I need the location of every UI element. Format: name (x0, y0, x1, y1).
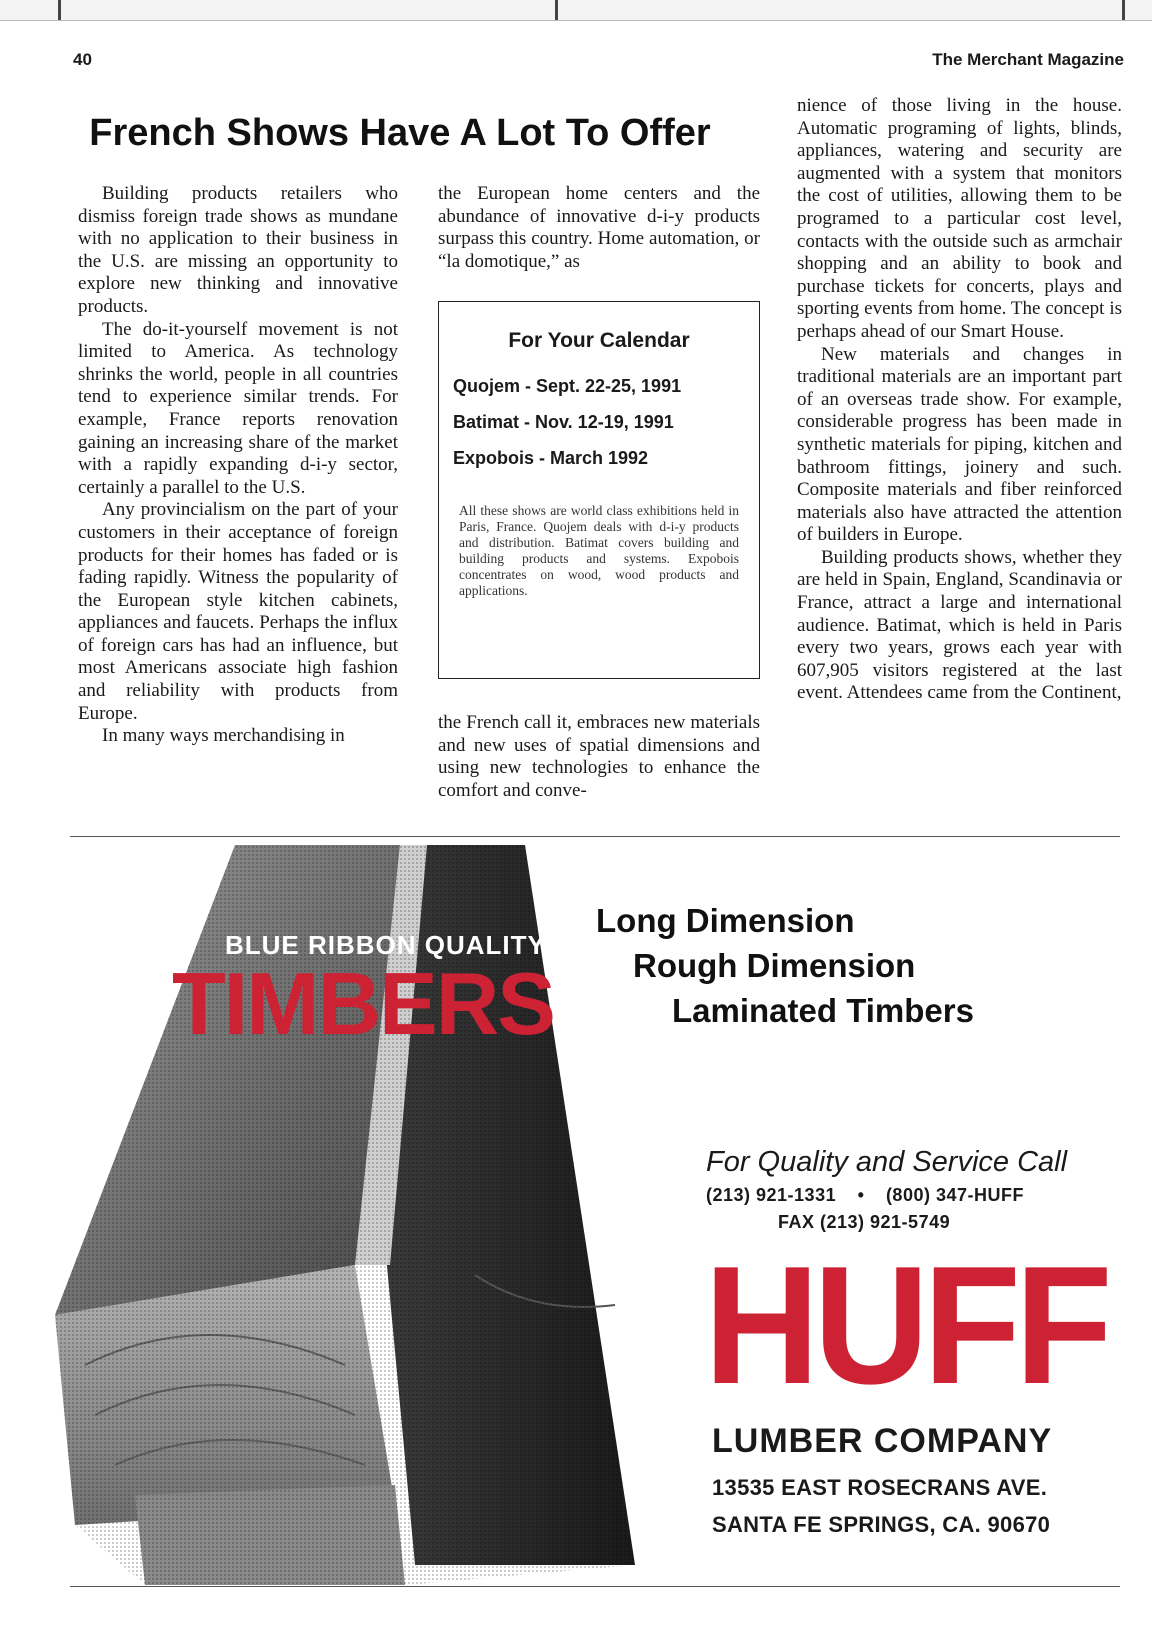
article-column-3 (797, 95, 1122, 705)
ad-phone-separator: • (857, 1185, 865, 1205)
calendar-event-expobois: Expobois - March 1992 (453, 448, 649, 468)
calendar-description: All these shows are world class exhibitions held in Paris, France. Quojem deals with d-i-y products and distribution. Batimat covers building and building products and systems. Expobois concentrates on wood, wood products and applications. (459, 503, 739, 598)
ad-tagline: BLUE RIBBON QUALITY (225, 930, 546, 960)
ad-line-long-dimension: Long Dimension (596, 902, 855, 939)
calendar-box (438, 301, 760, 679)
ad-address-street: 13535 EAST ROSECRANS AVE. (712, 1475, 1048, 1500)
ad-phone-line (706, 1185, 1024, 1206)
ad-call-text: For Quality and Service Call (706, 1146, 1068, 1178)
ad-phone-local: (213) 921-1331 (706, 1185, 837, 1205)
article-headline: French Shows Have A Lot To Offer (89, 112, 711, 154)
article-column-1 (78, 183, 398, 748)
ad-fax: FAX (213) 921-5749 (778, 1212, 951, 1232)
registration-mark (58, 0, 61, 20)
article-ad-divider (70, 836, 1120, 837)
paragraph: In many ways merchandising in (102, 725, 345, 747)
page-number: 40 (73, 50, 92, 69)
ad-line-rough-dimension: Rough Dimension (633, 947, 916, 984)
magazine-name: The Merchant Magazine (932, 50, 1124, 69)
ad-brand-logo: HUFF (704, 1230, 1107, 1419)
paragraph: Any provincialism on the part of your customers in their acceptance of foreign products for their homes has faded or is fading rapidly. Witness the popularity of the European style kitchen cabinets, appliances and faucets. Perhaps the influx of foreign cars has had an influence, but most Americans associate high fashion and reliability with products from Europe. (78, 499, 398, 724)
paragraph: the French call it, embraces new materials and new uses of spatial dimensions and using new technologies to enhance the comfort and conve- (438, 712, 760, 801)
article-column-2-top (438, 183, 760, 273)
article-column-2-bottom (438, 712, 760, 802)
registration-mark (1122, 0, 1125, 20)
paragraph: nience of those living in the house. Automatic programing of lights, blinds, appliances, watering and security are augmented with a system that monitors the cost of utilities, allowing them to be programed to a particular cost level, contacts with the outside such as armchair shopping and an ability to book and purchase tickets for concerts, plays and sporting events from home. The concept is perhaps ahead of our Smart House. (797, 95, 1122, 342)
paragraph: Building products retailers who dismiss foreign trade shows as mundane with no application to their business in the U.S. are missing an opportunity to explore new thinking and innovative products. (78, 183, 398, 317)
ad-phone-tollfree: (800) 347-HUFF (885, 1185, 1024, 1205)
paragraph: the European home centers and the abundance of innovative d-i-y products surpass this country. Home automation, or “la domotique,” as (438, 183, 760, 272)
registration-mark (555, 0, 558, 20)
paragraph: New materials and changes in traditional materials are an important part of an overseas trade show. For example, considerable progress has been made in synthetic materials for piping, kitchen and bathroom fittings, joinery and such. Composite materials and fiber reinforced materials also have attracted the attention of builders in Europe. (797, 343, 1122, 546)
paragraph: Building products shows, whether they are held in Spain, England, Scandinavia or France, attract a large and international audience. Batimat, which is held in Paris every two years, grows each year with 607,905 visitors registered at the last event. Attendees came from the Continent, (797, 546, 1122, 704)
ad-company-name: LUMBER COMPANY (712, 1422, 1053, 1460)
ad-line-laminated-timbers: Laminated Timbers (672, 992, 974, 1029)
paragraph: The do-it-yourself movement is not limited to America. As technology shrinks the world, people in all countries tend to experience similar trends. For example, France reports renovation gaining an increasing share of the market with a rapidly expanding d-i-y sector, certainly a parallel to the U.S. (78, 318, 398, 498)
page-bottom-rule (70, 1586, 1120, 1587)
page-top-strip (0, 0, 1152, 21)
calendar-event-batimat: Batimat - Nov. 12-19, 1991 (453, 412, 674, 432)
calendar-title: For Your Calendar (508, 329, 690, 352)
ad-product-name: TIMBERS (172, 954, 554, 1053)
ad-address-city: SANTA FE SPRINGS, CA. 90670 (712, 1512, 1051, 1537)
calendar-event-quojem: Quojem - Sept. 22-25, 1991 (453, 376, 682, 396)
